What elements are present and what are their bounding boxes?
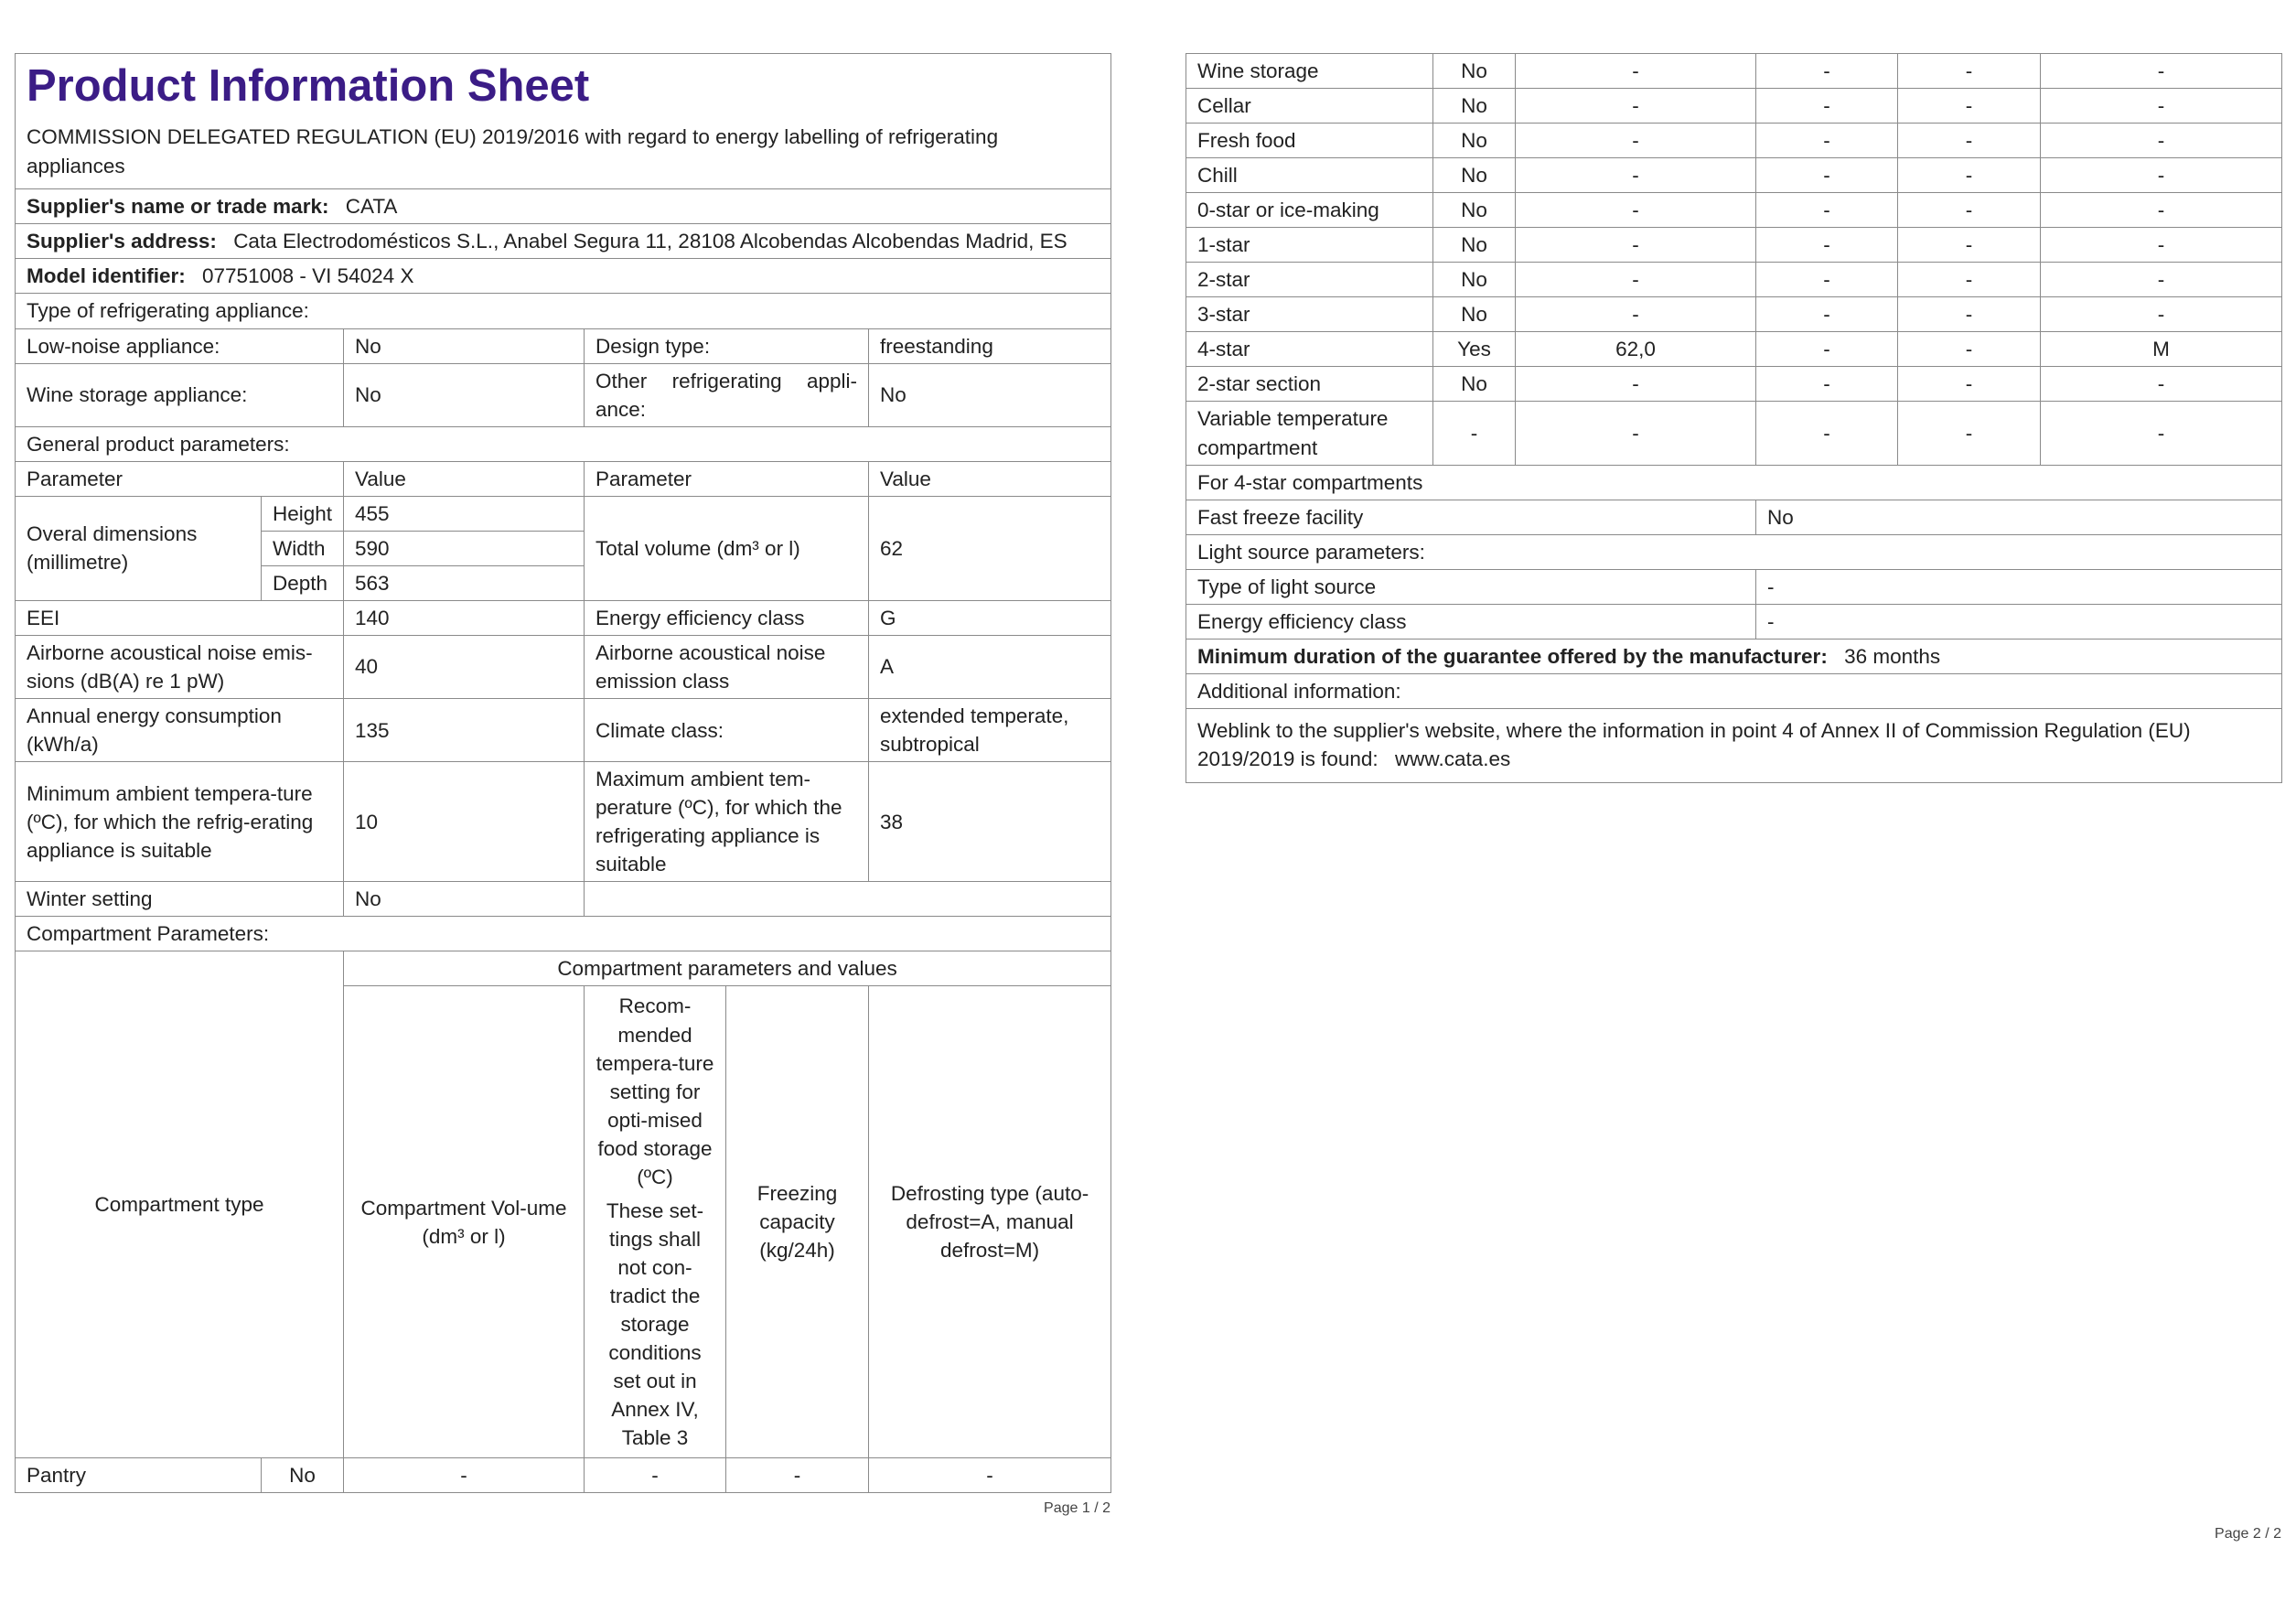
height-value: 455 (344, 496, 585, 531)
compartment-volume: - (1516, 193, 1756, 228)
title-row (16, 54, 1111, 189)
light-class-row (1186, 604, 2282, 639)
compartment-type: Variable temperature compartment (1186, 402, 1433, 465)
dimensions-label: Overal dimensions (millimetre) (16, 496, 262, 600)
compartment-freezing: - (1898, 124, 2041, 158)
compartment-volume: - (1516, 263, 1756, 297)
compartment-volume: 62,0 (1516, 332, 1756, 367)
compartment-freezing: - (1898, 402, 2041, 465)
compartment-freezing: - (1898, 367, 2041, 402)
fast-freeze-value: No (1756, 500, 2282, 534)
design-type-value: freestanding (869, 328, 1111, 363)
additional-heading: Additional information: (1186, 673, 2282, 708)
regulation-text: COMMISSION DELEGATED REGULATION (EU) 2019/2016 with regard to energy labelling of refrigerating appliances (27, 125, 999, 177)
compartment-freezing: - (1898, 158, 2041, 193)
noise-emission-label: Airborne acoustical noise emis-sions (dB(A) re 1 pW) (16, 635, 344, 698)
compartment-freezing: - (1898, 193, 2041, 228)
compartment-present: No (1433, 124, 1516, 158)
supplier-address-label: Supplier's address: (27, 230, 217, 253)
param-header-right: Parameter (585, 461, 869, 496)
model-cell (16, 259, 1111, 294)
guarantee-value: 36 months (1844, 644, 1941, 668)
eei-label: EEI (16, 600, 344, 635)
compartment-present: No (1433, 297, 1516, 332)
compartment-present: No (1433, 193, 1516, 228)
depth-value: 563 (344, 565, 585, 600)
compartment-present: No (1433, 263, 1516, 297)
light-heading-row (1186, 534, 2282, 569)
annual-energy-value: 135 (344, 699, 585, 762)
param-header-row (16, 461, 1111, 496)
compartment-freezing: - (1898, 89, 2041, 124)
pantry-freezing: - (726, 1458, 869, 1493)
compartment-defrost: - (2041, 124, 2282, 158)
noise-emission-value: 40 (344, 635, 585, 698)
compartment-type: 0-star or ice-making (1186, 193, 1433, 228)
compartment-temp: - (1756, 89, 1898, 124)
compartment-freezing: - (1898, 332, 2041, 367)
compartment-defrost: - (2041, 297, 2282, 332)
light-type-label: Type of light source (1186, 569, 1756, 604)
compartment-type: Wine storage (1186, 54, 1433, 89)
noise-class-label: Airborne acoustical noise emission class (585, 635, 869, 698)
compartment-temp: - (1756, 54, 1898, 89)
compartment-heading-row (16, 917, 1111, 951)
compartments-table (1186, 53, 2282, 783)
compartment-row (1186, 332, 2282, 367)
compartment-type: 4-star (1186, 332, 1433, 367)
rec-temp-header: Recom-mended tempera-ture setting for opti-mised food storage (ºC) (595, 994, 714, 1188)
rec-temp-header-cell (585, 986, 726, 1458)
wine-storage-row (16, 363, 1111, 426)
light-type-row (1186, 569, 2282, 604)
guarantee-cell (1186, 639, 2282, 673)
compartment-volume: - (1516, 367, 1756, 402)
light-type-value: - (1756, 569, 2282, 604)
annual-energy-label: Annual energy consumption (kWh/a) (16, 699, 344, 762)
compartment-present: No (1433, 228, 1516, 263)
width-label: Width (262, 531, 344, 565)
page-title: Product Information Sheet (27, 61, 590, 111)
winter-empty (585, 882, 1111, 917)
compartment-present: No (1433, 367, 1516, 402)
additional-heading-row (1186, 673, 2282, 708)
model-value: 07751008 - VI 54024 X (202, 264, 414, 288)
compartment-defrost: - (2041, 263, 2282, 297)
general-heading-row (16, 426, 1111, 461)
width-value: 590 (344, 531, 585, 565)
energy-consumption-row (16, 699, 1111, 762)
four-star-heading-row (1186, 465, 2282, 500)
compartment-freezing: - (1898, 263, 2041, 297)
compartment-defrost: - (2041, 54, 2282, 89)
compartment-volume: - (1516, 228, 1756, 263)
eei-row (16, 600, 1111, 635)
ambient-temp-row (16, 762, 1111, 882)
light-class-value: - (1756, 604, 2282, 639)
supplier-name-row (16, 189, 1111, 224)
compartment-type: 3-star (1186, 297, 1433, 332)
compartment-type: Chill (1186, 158, 1433, 193)
type-heading: Type of refrigerating appliance: (16, 294, 1111, 328)
title-cell (16, 54, 1111, 189)
compartment-row (1186, 228, 2282, 263)
compartment-row (1186, 89, 2282, 124)
other-appliance-label: Other refrigerating appli-ance: (585, 363, 869, 426)
height-label: Height (262, 496, 344, 531)
weblink-cell (1186, 708, 2282, 782)
light-heading: Light source parameters: (1186, 534, 2282, 569)
compartment-temp: - (1756, 228, 1898, 263)
compartment-temp: - (1756, 193, 1898, 228)
low-noise-value: No (344, 328, 585, 363)
total-volume-value: 62 (869, 496, 1111, 600)
supplier-name-cell (16, 189, 1111, 224)
compartment-defrost: - (2041, 193, 2282, 228)
height-row (16, 496, 1111, 531)
supplier-address-cell (16, 224, 1111, 259)
winter-value: No (344, 882, 585, 917)
pantry-temp: - (585, 1458, 726, 1493)
max-temp-label: Maximum ambient tem-perature (ºC), for which the refrigerating appliance is suitable (585, 762, 869, 882)
compartment-temp: - (1756, 332, 1898, 367)
freezing-header: Freezing capacity (kg/24h) (726, 986, 869, 1458)
compartment-defrost: - (2041, 367, 2282, 402)
compartment-row (1186, 54, 2282, 89)
compartment-temp: - (1756, 124, 1898, 158)
min-temp-label: Minimum ambient tempera-ture (ºC), for which the refrig-erating appliance is suitable (16, 762, 344, 882)
max-temp-value: 38 (869, 762, 1111, 882)
general-heading: General product parameters: (16, 426, 1111, 461)
compartment-present: No (1433, 158, 1516, 193)
compartment-temp: - (1756, 297, 1898, 332)
compartment-freezing: - (1898, 54, 2041, 89)
min-temp-value: 10 (344, 762, 585, 882)
pantry-row (16, 1458, 1111, 1493)
rec-temp-note: These set-tings shall not con-tradict the storage conditions set out in Annex IV, Table 3 (606, 1198, 704, 1450)
winter-label: Winter setting (16, 882, 344, 917)
light-class-label: Energy efficiency class (1186, 604, 1756, 639)
pantry-defrost: - (869, 1458, 1111, 1493)
low-noise-row (16, 328, 1111, 363)
weblink-text: Weblink to the supplier's website, where the information in point 4 of Annex II of Commission Regulation (EU) 2019/2019 is found: (1197, 718, 2191, 770)
page-number-2: Page 2 / 2 (2215, 1526, 2281, 1542)
compartment-volume: - (1516, 89, 1756, 124)
compartment-freezing: - (1898, 297, 2041, 332)
compartment-present: No (1433, 89, 1516, 124)
compartment-type: 2-star section (1186, 367, 1433, 402)
depth-label: Depth (262, 565, 344, 600)
four-star-heading: For 4-star compartments (1186, 465, 2282, 500)
low-noise-label: Low-noise appliance: (16, 328, 344, 363)
compartment-row (1186, 158, 2282, 193)
compartment-volume: - (1516, 402, 1756, 465)
model-label: Model identifier: (27, 264, 186, 288)
compartment-volume: - (1516, 124, 1756, 158)
supplier-name-value: CATA (345, 195, 398, 219)
compartment-row (1186, 193, 2282, 228)
compartment-heading: Compartment Parameters: (16, 917, 1111, 951)
noise-class-value: A (869, 635, 1111, 698)
weblink-link[interactable]: www.cata.es (1394, 747, 1511, 770)
value-header-left: Value (344, 461, 585, 496)
page-number-1: Page 1 / 2 (1044, 1500, 1110, 1517)
compartment-row (1186, 263, 2282, 297)
compartment-volume: - (1516, 297, 1756, 332)
compartment-type: 2-star (1186, 263, 1433, 297)
noise-row (16, 635, 1111, 698)
compartment-volume: - (1516, 158, 1756, 193)
compartment-present: No (1433, 54, 1516, 89)
value-header-right: Value (869, 461, 1111, 496)
compartment-defrost: - (2041, 89, 2282, 124)
compartment-type: Cellar (1186, 89, 1433, 124)
defrost-header: Defrosting type (auto-defrost=A, manual defrost=M) (869, 986, 1111, 1458)
compartment-row (1186, 124, 2282, 158)
compartment-row (1186, 297, 2282, 332)
type-heading-row (16, 294, 1111, 328)
compartment-volume: - (1516, 54, 1756, 89)
fast-freeze-row (1186, 500, 2282, 534)
fast-freeze-label: Fast freeze facility (1186, 500, 1756, 534)
guarantee-row (1186, 639, 2282, 673)
comp-header-row-1 (16, 951, 1111, 986)
compartment-defrost: - (2041, 402, 2282, 465)
compartment-type: Fresh food (1186, 124, 1433, 158)
compartment-defrost: - (2041, 158, 2282, 193)
supplier-address-row (16, 224, 1111, 259)
energy-class-value: G (869, 600, 1111, 635)
compartment-type: 1-star (1186, 228, 1433, 263)
model-row (16, 259, 1111, 294)
energy-class-label: Energy efficiency class (585, 600, 869, 635)
total-volume-label: Total volume (dm³ or l) (585, 496, 869, 600)
guarantee-label: Minimum duration of the guarantee offered by the manufacturer: (1197, 644, 1828, 668)
compartment-row (1186, 402, 2282, 465)
supplier-address-value: Cata Electrodomésticos S.L., Anabel Segura 11, 28108 Alcobendas Alcobendas Madrid, ES (233, 230, 1068, 253)
compartment-defrost: M (2041, 332, 2282, 367)
wine-storage-value: No (344, 363, 585, 426)
compartment-defrost: - (2041, 228, 2282, 263)
compartment-temp: - (1756, 367, 1898, 402)
eei-value: 140 (344, 600, 585, 635)
winter-row (16, 882, 1111, 917)
compartment-freezing: - (1898, 228, 2041, 263)
param-header-left: Parameter (16, 461, 344, 496)
compartment-rows (1186, 54, 2282, 466)
compartment-present: Yes (1433, 332, 1516, 367)
compartment-present: - (1433, 402, 1516, 465)
climate-class-value: extended temperate, subtropical (869, 699, 1111, 762)
pantry-present: No (262, 1458, 344, 1493)
other-appliance-value: No (869, 363, 1111, 426)
pantry-type: Pantry (16, 1458, 262, 1493)
compartment-type-header: Compartment type (16, 951, 344, 1458)
design-type-label: Design type: (585, 328, 869, 363)
product-info-table (15, 53, 1111, 1493)
comp-volume-header: Compartment Vol-ume (dm³ or l) (344, 986, 585, 1458)
supplier-name-label: Supplier's name or trade mark: (27, 195, 329, 219)
page-1 (15, 53, 1110, 1517)
page-2 (1186, 53, 2281, 783)
pantry-volume: - (344, 1458, 585, 1493)
compartment-row (1186, 367, 2282, 402)
weblink-row (1186, 708, 2282, 782)
comp-params-header: Compartment parameters and values (344, 951, 1111, 986)
climate-class-label: Climate class: (585, 699, 869, 762)
compartment-temp: - (1756, 402, 1898, 465)
compartment-temp: - (1756, 158, 1898, 193)
compartment-temp: - (1756, 263, 1898, 297)
wine-storage-label: Wine storage appliance: (16, 363, 344, 426)
